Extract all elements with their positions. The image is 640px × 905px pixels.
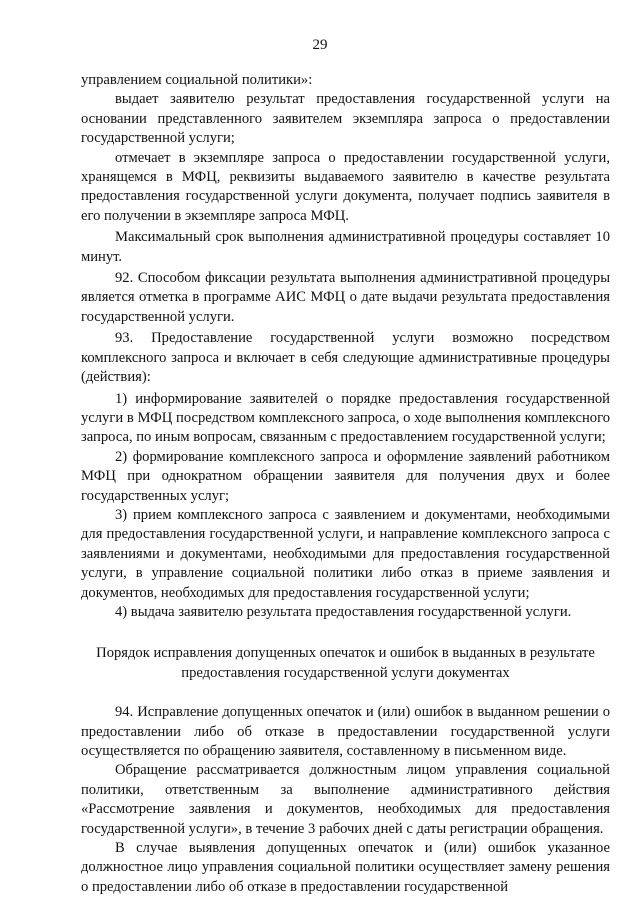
paragraph: В случае выявления допущенных опечаток и (или) ошибок указанное должностное лицо управления социальной политики осуществляет замену решения о предоставлении либо об отказе в предоставлении государственной	[81, 840, 610, 895]
document-body	[81, 71, 610, 897]
paragraph: Максимальный срок выполнения административной процедуры составляет 10 минут.	[81, 229, 610, 265]
list-item: 3) прием комплексного запроса с заявлением и документами, необходимыми для предоставления государственной услуги, и направление комплексного запроса с заявлениями и документами, необходимыми для предоставления государственной услуги, в управление социальной политики либо отказ в приеме заявления и документов, необходимых для предоставления государственной услуги;	[81, 506, 610, 601]
paragraph: 93. Предоставление государственной услуги возможно посредством комплексного запроса и включает в себя следующие административные процедуры (действия):	[81, 330, 610, 386]
paragraph: отмечает в экземпляре запроса о предоставлении государственной услуги, хранящемся в МФЦ, реквизиты выдаваемого заявителю в качестве результата предоставления государственной услуги документа, получает подпись заявителя в его получении в экземпляре запроса МФЦ.	[81, 149, 610, 224]
section-heading: Порядок исправления допущенных опечаток и ошибок в выданных в результате предоставления государственной услуги документах	[96, 645, 595, 681]
paragraph: 94. Исправление допущенных опечаток и (или) ошибок в выданном решении о предоставлении либо об отказе в предоставлении государственной услуги осуществляется по обращению заявителя, составленному в письменном виде.	[81, 704, 610, 759]
paragraph: выдает заявителю результат предоставления государственной услуги на основании представленного заявителем экземпляра запроса о предоставлении государственной услуги;	[81, 91, 610, 147]
list-item: 2) формирование комплексного запроса и оформление заявлений работником МФЦ при однократном обращении заявителя для получения двух и более государственных услуг;	[81, 448, 610, 504]
page-number: 29	[312, 37, 328, 53]
list-item: 1) информирование заявителей о порядке предоставления государственной услуги в МФЦ посредством комплексного запроса, о ходе выполнения комплексного запроса, по иным вопросам, связанным с предоставлением государственной услуги;	[81, 390, 610, 446]
list-item: 4) выдача заявителю результата предоставления государственной услуги.	[115, 603, 572, 620]
paragraph: Обращение рассматривается должностным лицом управления социальной политики, ответственным за выполнение административного действия «Рассмотрение заявления и документов, необходимых для предоставления государственной услуги», в течение 3 рабочих дней с даты регистрации обращения.	[81, 762, 610, 837]
paragraph: 92. Способом фиксации результата выполнения административной процедуры является отметка в программе АИС МФЦ о дате выдачи результата предоставления государственной услуги.	[81, 270, 610, 325]
paragraph: управлением социальной политики»:	[81, 72, 313, 88]
